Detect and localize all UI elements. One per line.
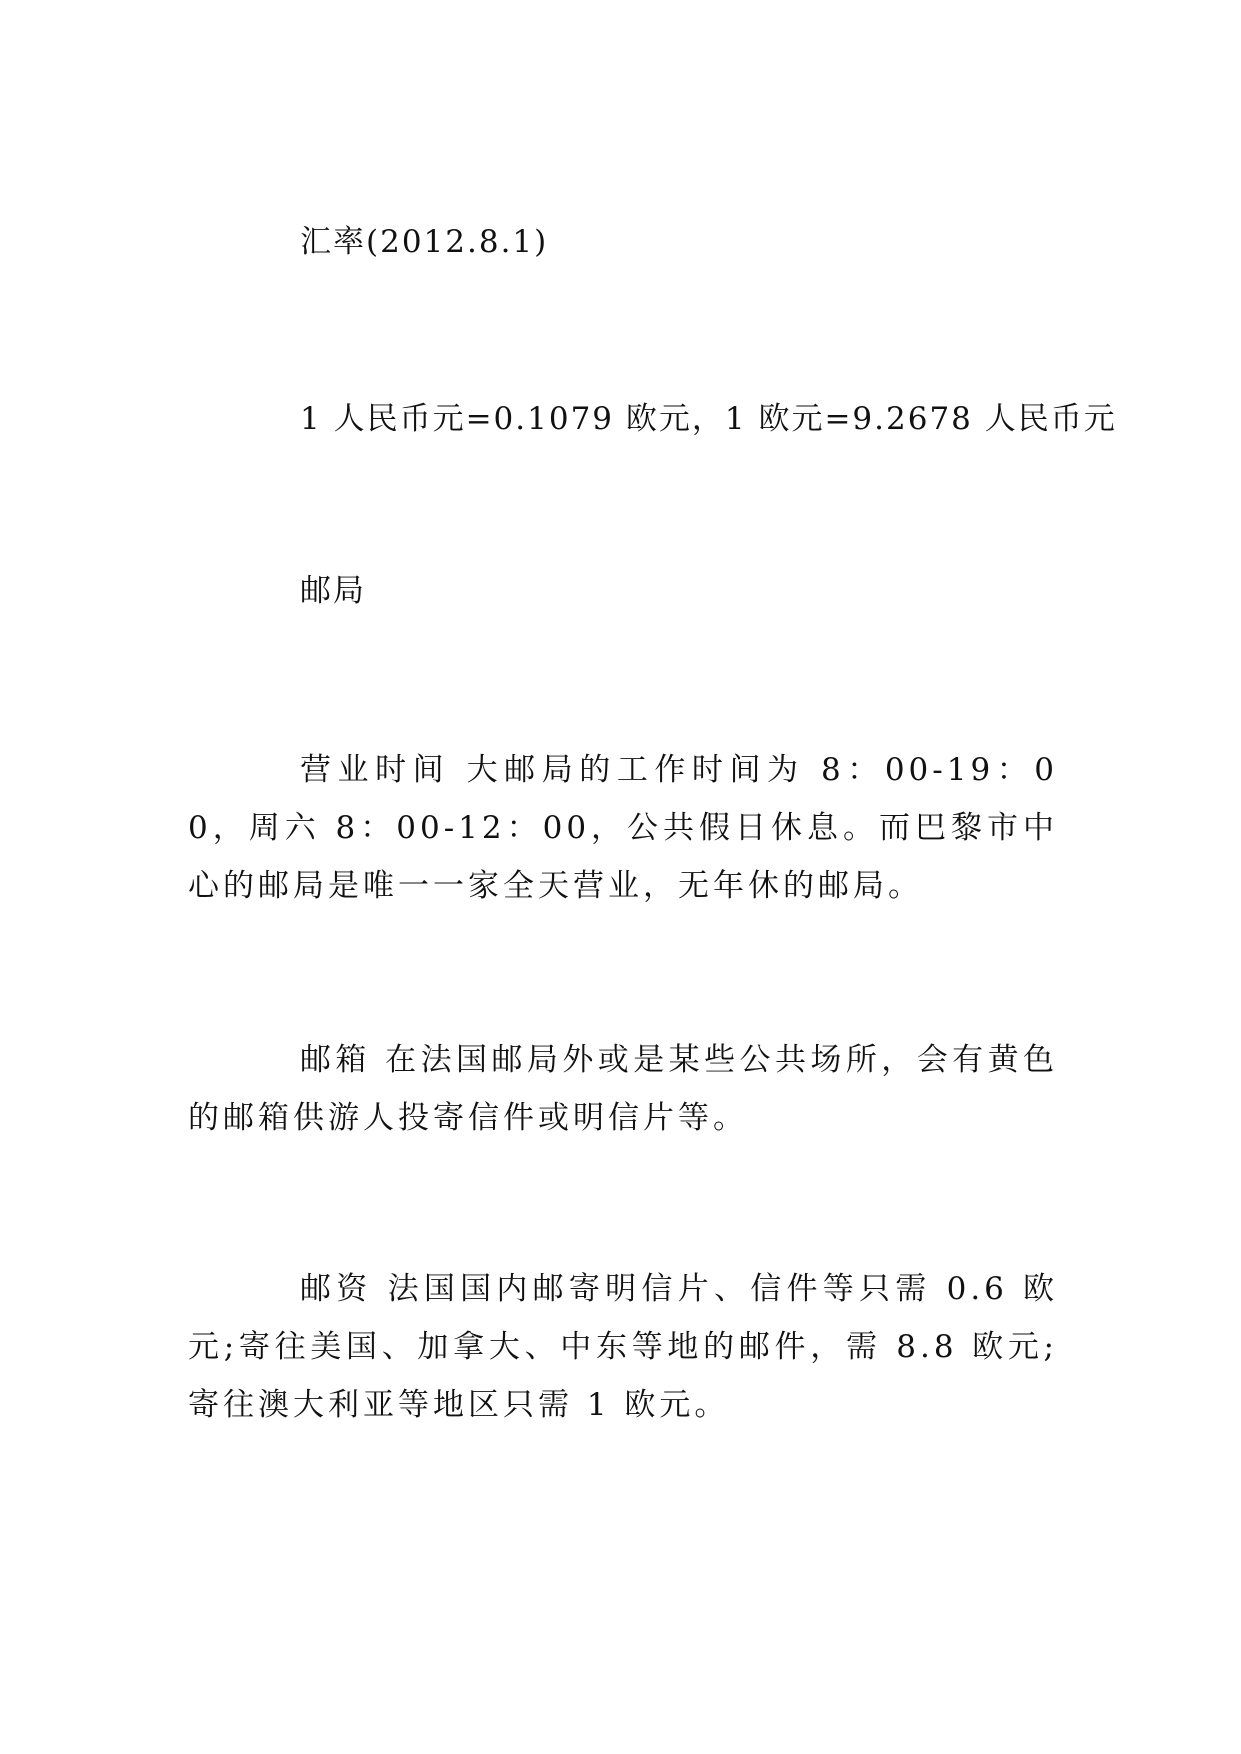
exchange-rate-heading: 汇率(2012.8.1) [300, 224, 549, 260]
mailbox-label: 邮箱 [300, 1042, 371, 1078]
business-hours-paragraph [188, 741, 1058, 915]
postage-label: 邮资 [300, 1271, 373, 1307]
postage-paragraph [188, 1260, 1058, 1434]
business-hours-label: 营业时间 [300, 752, 451, 788]
mailbox-text: 在法国邮局外或是某些公共场所，会有黄色的邮箱供游人投寄信件或明信片等。 [188, 1042, 1059, 1136]
mailbox-paragraph [188, 1031, 1058, 1147]
business-hours-text: 大邮局的工作时间为 8：00-19：00，周六 8：00-12：00，公共假日休息。而巴黎市中心的邮局是唯一一家全天营业，无年休的邮局。 [188, 752, 1059, 904]
exchange-rate-text: 1 人民币元=0.1079 欧元，1 欧元=9.2678 人民币元 [300, 401, 1117, 437]
post-office-heading: 邮局 [300, 573, 366, 609]
postage-text: 法国国内邮寄明信片、信件等只需 0.6 欧元;寄往美国、加拿大、中东等地的邮件，需 8.8 欧元;寄往澳大利亚等地区只需 1 欧元。 [188, 1271, 1059, 1423]
